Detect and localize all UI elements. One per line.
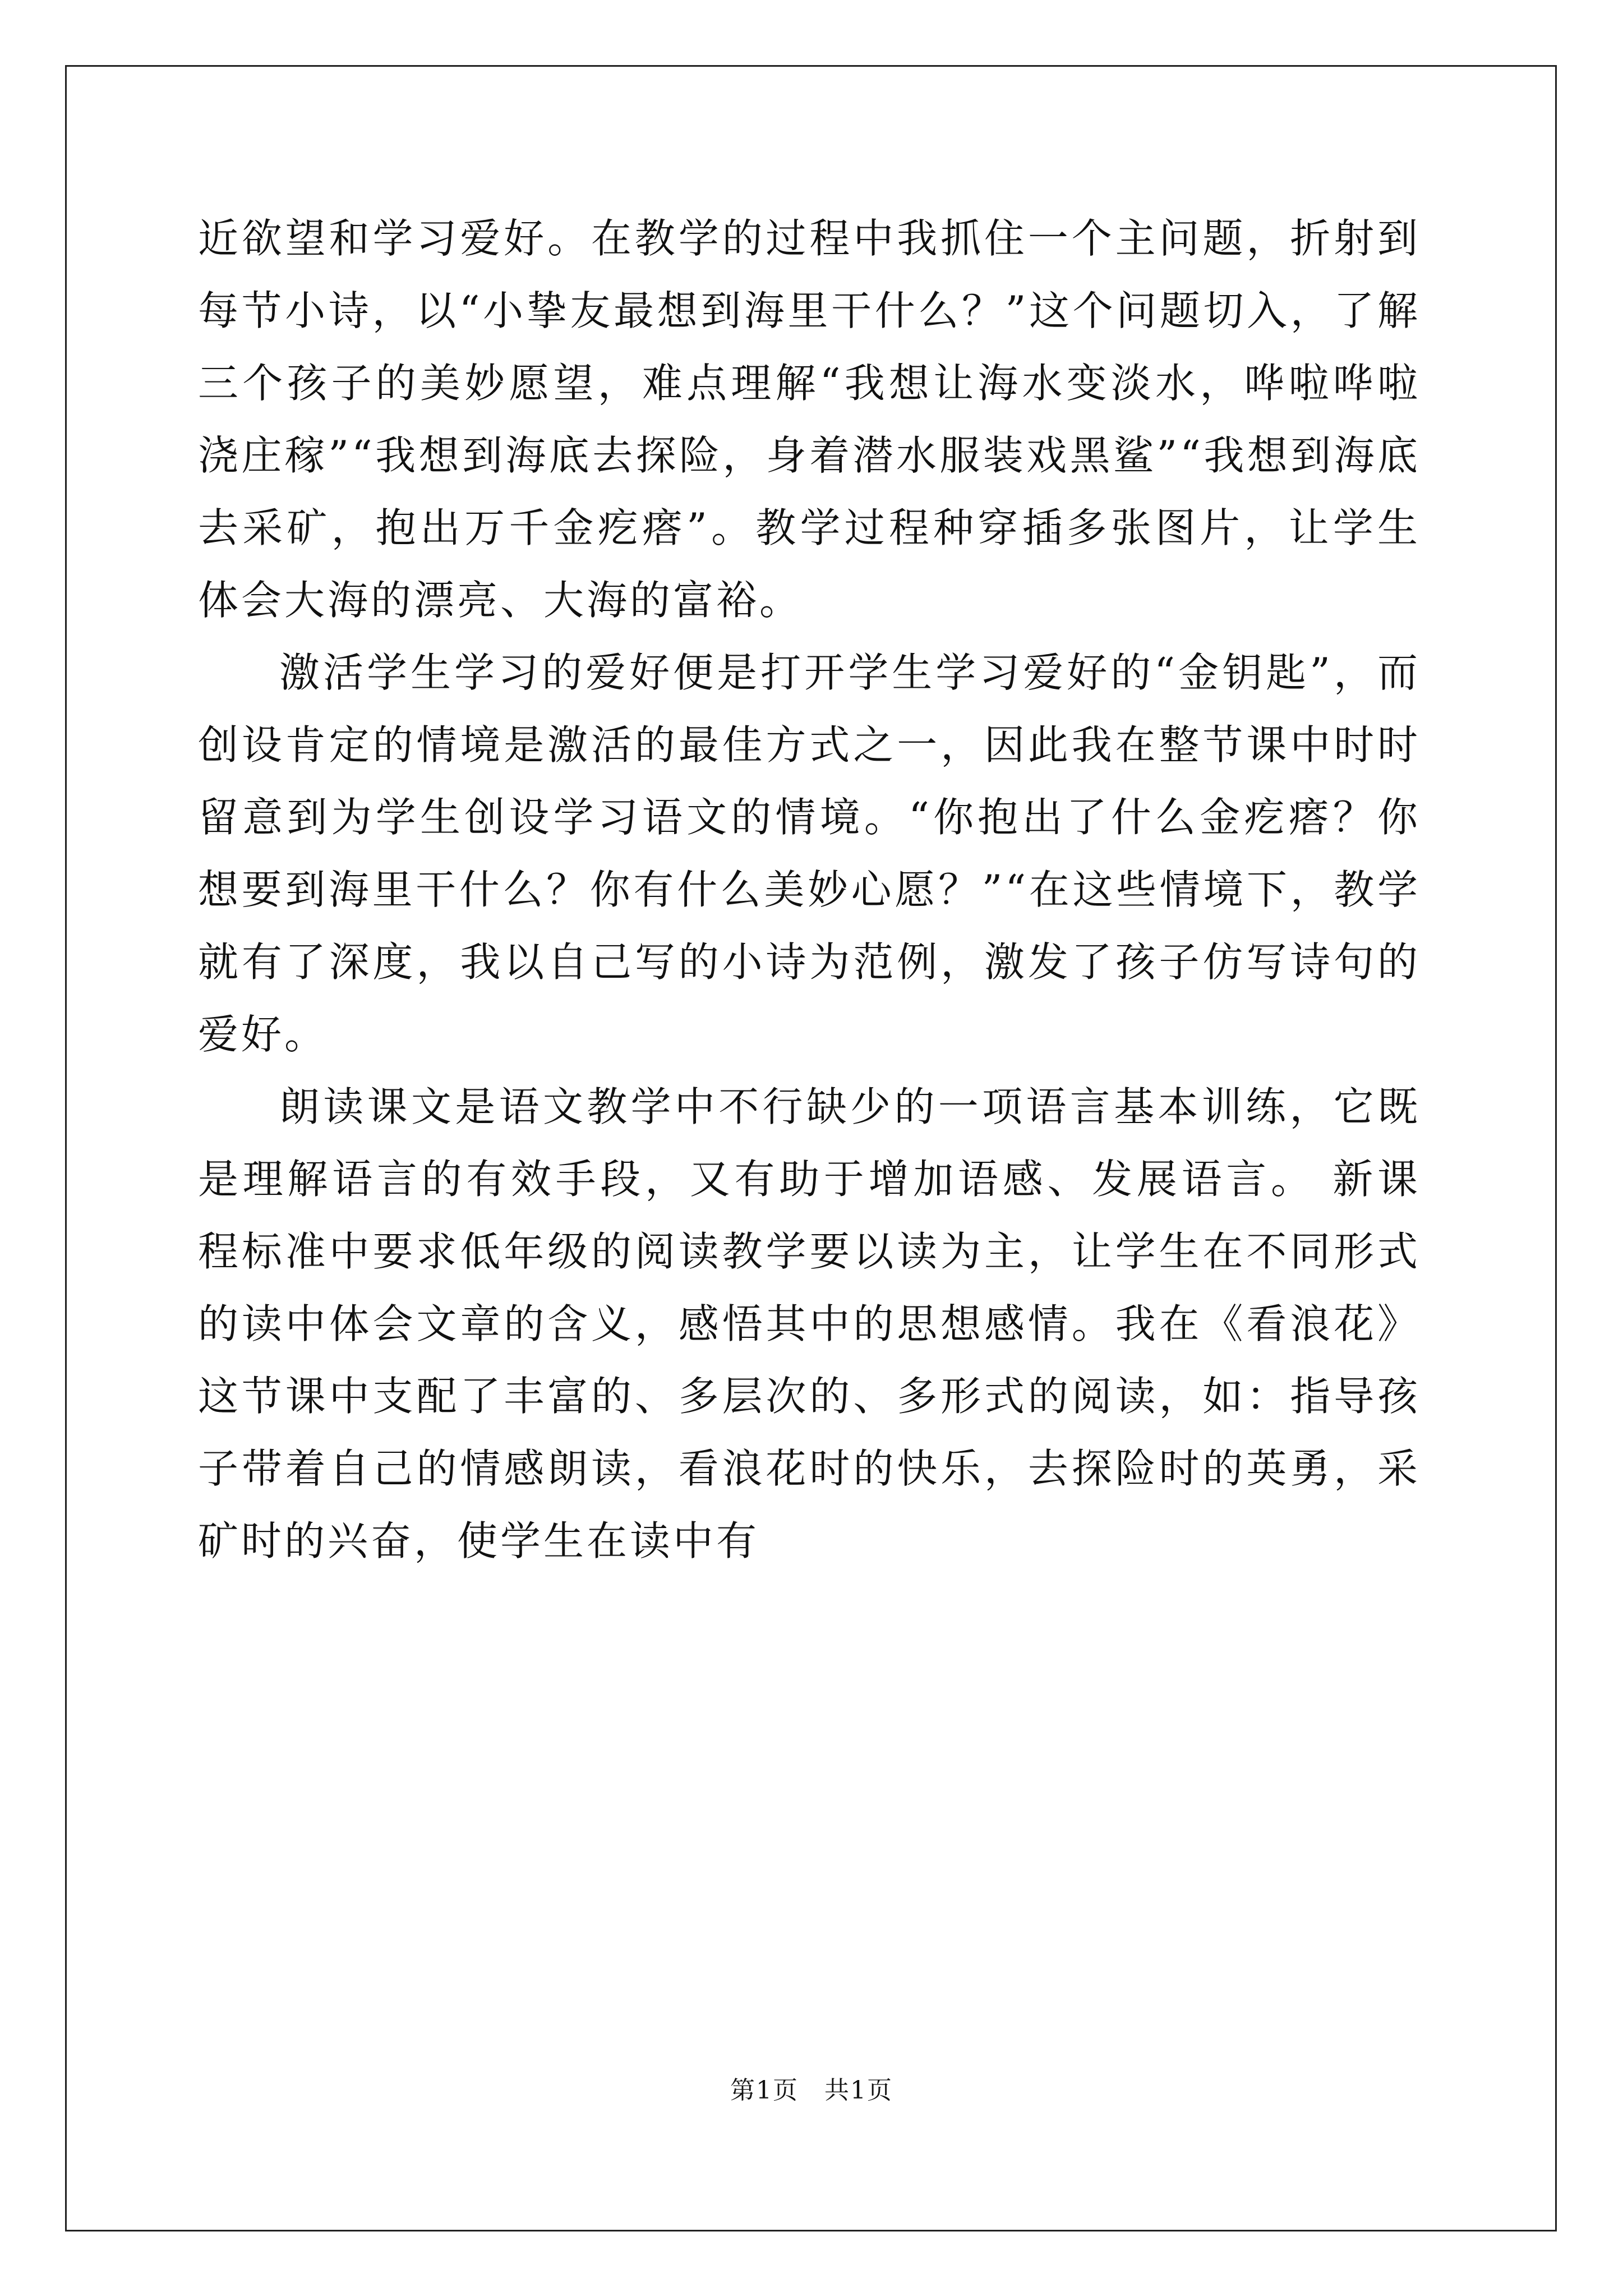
- paragraph-1: 近欲望和学习爱好。在教学的过程中我抓住一个主问题，折射到每节小诗，以“小挚友最想到海里干什么？”这个问题切入，了解三个孩子的美妙愿望，难点理解“我想让海水变淡水，哗啦哗啦浇庄稼”“我想到海底去探险，身着潜水服装戏黑鲨”“我想到海底去采矿，抱出万千金疙瘩”。教学过程种穿插多张图片，让学生体会大海的漂亮、大海的富裕。: [198, 215, 1421, 624]
- paragraph-2: 激活学生学习的爱好便是打开学生学习爱好的“金钥匙”，而创设肯定的情境是激活的最佳方式之一，因此我在整节课中时时留意到为学生创设学习语文的情境。“你抱出了什么金疙瘩？你想要到海里干什么？你有什么美妙心愿？”“在这些情境下，教学就有了深度，我以自己写的小诗为范例，激发了孩子仿写诗句的爱好。: [198, 649, 1421, 1058]
- document-body: [198, 203, 1421, 1577]
- paragraph-3: 朗读课文是语文教学中不行缺少的一项语言基本训练，它既是理解语言的有效手段，又有助于增加语感、发展语言。 新课程标准中要求低年级的阅读教学要以读为主，让学生在不同形式的读中体会文章的含义，感悟其中的思想感情。我在《看浪花》这节课中支配了丰富的、多层次的、多形式的阅读，如：指导孩子带着自己的情感朗读，看浪花时的快乐，去探险时的英勇，采矿时的兴奋，使学生在读中有: [198, 1083, 1421, 1565]
- page-number-footer: 第1页 共1页: [730, 2076, 893, 2105]
